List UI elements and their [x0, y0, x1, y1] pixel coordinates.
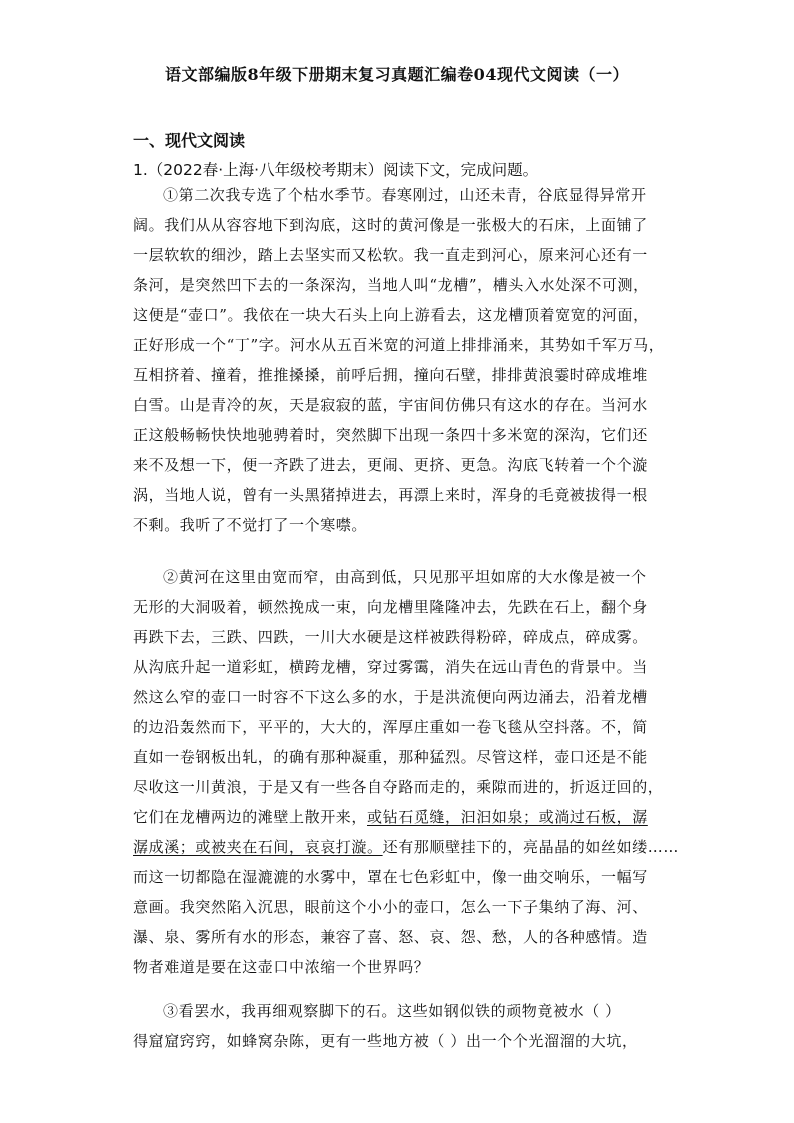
paragraph-line: 然这么窄的壶口一时容不下这么多的水，于是洪流便向两边涌去，沿着龙槽 [133, 688, 648, 706]
paragraph-line: 而这一切都隐在湿漉漉的水雾中，罩在七色彩虹中，像一曲交响乐，一幅写 [133, 868, 648, 886]
paragraph-line: 正好形成一个“丁”字。河水从五百米宽的河道上排排涌来，其势如千军万马， [133, 336, 665, 354]
paragraph-line: 这便是“壶口”。我依在一块大石头上向上游看去，这龙槽顶着宽宽的河面， [133, 306, 649, 324]
paragraph-line: 条河，是突然凹下去的一条深沟，当地人叫“龙槽”，槽头入水处深不可测， [133, 276, 649, 294]
paragraph-line: 无形的大洞吸着，顿然挽成一束，向龙槽里隆隆冲去，先跌在石上，翻个身 [133, 598, 648, 616]
paragraph-1 [133, 180, 665, 540]
paragraph-line: 从沟底升起一道彩虹，横跨龙槽，穿过雾霭，消失在远山青色的背景中。当 [133, 658, 648, 676]
paragraph-line: 直如一卷钢板出轧，的确有那种凝重，那种猛烈。尽管这样，壶口还是不能 [133, 748, 648, 766]
paragraph-line: ①第二次我专选了个枯水季节。春寒刚过，山还未青，谷底显得异常开 [163, 186, 647, 204]
paragraph-line: 再跌下去，三跌、四跌，一川大水硬是这样被跌得粉碎，碎成点，碎成雾。 [133, 628, 648, 646]
paragraph-line: 的边沿轰然而下，平平的，大大的，浑厚庄重如一卷飞毯从空抖落。不，简 [133, 718, 648, 736]
paragraph-line: 一层软软的细沙，踏上去坚实而又松软。我一直走到河心，原来河心还有一 [133, 246, 648, 264]
paragraph-line: 正这般畅畅快快地驰骋着时，突然脚下出现一条四十多米宽的深沟，它们还 [133, 426, 648, 444]
paragraph-line: 得窟窟窍窍，如蜂窝杂陈，更有一些地方被（ ）出一个个光溜溜的大坑， [133, 1032, 638, 1050]
paragraph-line: 来不及想一下，便一齐跌了进去，更闹、更挤、更急。沟底飞转着一个个漩 [133, 456, 648, 474]
paragraph-line: 阔。我们从从容容地下到沟底，这时的黄河像是一张极大的石床，上面铺了 [133, 216, 648, 234]
paragraph-line: 瀑、泉、雾所有水的形态，兼容了喜、怒、哀、怨、愁，人的各种感情。造 [133, 928, 648, 946]
paragraph-line: 不剩。我听了不觉打了一个寒噤。 [133, 516, 368, 534]
paragraph-line: 互相挤着、撞着，推推搡搡，前呼后拥，撞向石壁，排排黄浪霎时碎成堆堆 [133, 366, 648, 384]
plain-text: 还有那顺壁挂下的，亮晶晶的如丝如缕…… [382, 838, 680, 856]
paragraph-line [133, 802, 665, 832]
question-prompt: 1.（2022春·上海·八年级校考期末）阅读下文，完成问题。 [133, 161, 539, 179]
paragraph-line: 涡，当地人说，曾有一头黑猪掉进去，再漂上来时，浑身的毛竟被拔得一根 [133, 486, 648, 504]
paragraph-2 [133, 562, 680, 982]
underlined-sentence: 潺成溪；或被夹在石间，哀哀打漩。 [133, 838, 383, 856]
paragraph-line [133, 832, 680, 862]
document-title: 语文部编版8年级下册期末复习真题汇编卷04现代文阅读（一） [165, 65, 629, 84]
paragraph-3 [133, 996, 665, 1056]
paragraph-line: 尽收这一川黄浪，于是又有一些各自夺路而走的，乘隙而进的，折返迂回的， [133, 778, 664, 796]
paragraph-line: ③看罢水，我再细观察脚下的石。这些如钢似铁的顽物竟被水（ ） [163, 1002, 621, 1020]
underlined-sentence: 或钻石觅缝，汩汩如泉；或淌过石板，潺 [367, 808, 648, 826]
paragraph-line: 物者难道是要在这壶口中浓缩一个世界吗？ [133, 958, 430, 976]
plain-text: 它们在龙槽两边的滩壁上散开来， [133, 808, 368, 826]
paragraph-line: ②黄河在这里由宽而窄，由高到低，只见那平坦如席的大水像是被一个 [163, 568, 647, 586]
paragraph-line: 意画。我突然陷入沉思，眼前这个小小的壶口，怎么一下子集纳了海、河、 [133, 898, 648, 916]
paragraph-line: 白雪。山是青冷的灰，天是寂寂的蓝，宇宙间仿佛只有这水的存在。当河水 [133, 396, 648, 414]
section-heading: 一、现代文阅读 [133, 131, 246, 150]
